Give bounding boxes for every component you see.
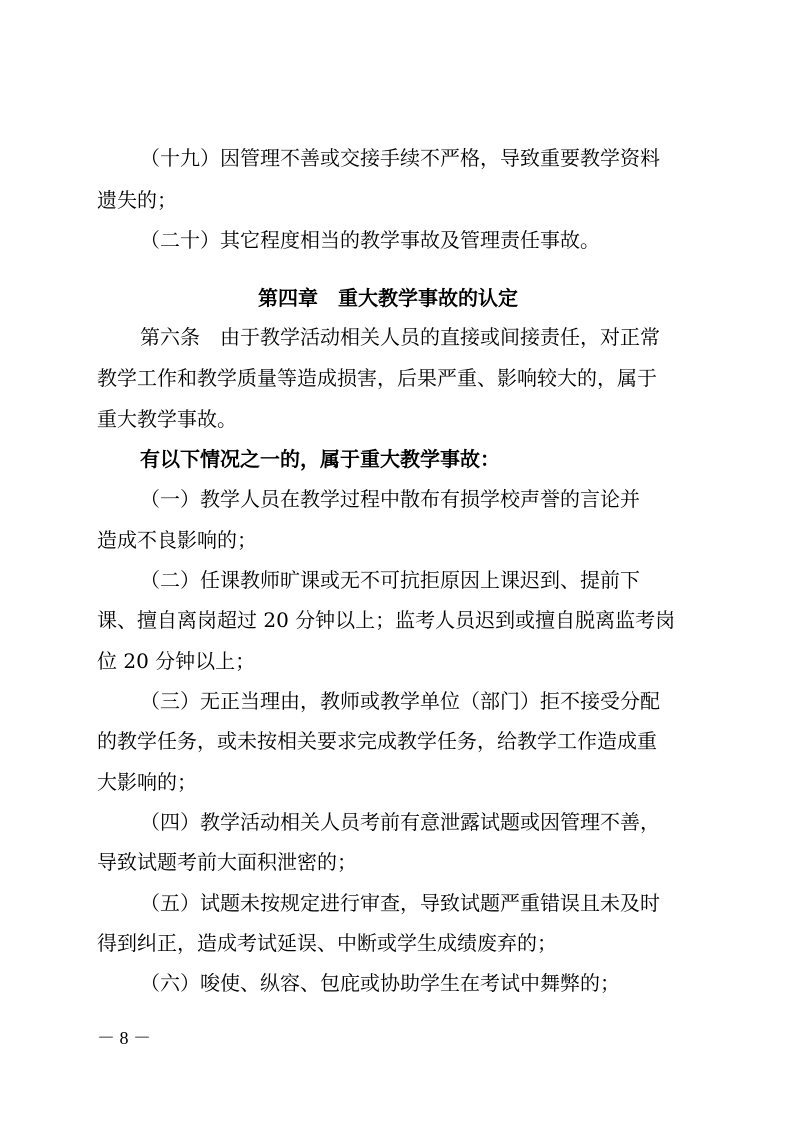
text-line: 造成不良影响的； bbox=[97, 528, 257, 552]
text-line: 得到纠正，造成考试延误、中断或学生成绩废弃的； bbox=[97, 931, 557, 955]
text-line: 的教学任务，或未按相关要求完成教学任务，给教学工作造成重 bbox=[97, 729, 657, 753]
text-line: （三）无正当理由，教师或教学单位（部门）拒不接受分配 bbox=[140, 689, 660, 713]
page-number: － 8 － bbox=[97, 1028, 151, 1048]
text-line: （五）试题未按规定进行审查，导致试题严重错误且未及时 bbox=[140, 891, 660, 915]
text-line: （二）任课教师旷课或无不可抗拒原因上课迟到、提前下 bbox=[140, 568, 640, 592]
text-line: 第六条 由于教学活动相关人员的直接或间接责任，对正常 bbox=[140, 325, 660, 349]
text-line: 导致试题考前大面积泄密的； bbox=[97, 850, 357, 874]
text-line: 课、擅自离岗超过 20 分钟以上；监考人员迟到或擅自脱离监考岗 bbox=[97, 608, 676, 632]
text-line: 重大教学事故。 bbox=[97, 407, 237, 431]
text-line: （二十）其它程度相当的教学事故及管理责任事故。 bbox=[140, 228, 600, 252]
text-line: 教学工作和教学质量等造成损害，后果严重、影响较大的，属于 bbox=[97, 366, 657, 390]
text-line: （六）唆使、纵容、包庇或协助学生在考试中舞弊的； bbox=[140, 971, 620, 995]
text-line: （四）教学活动相关人员考前有意泄露试题或因管理不善， bbox=[140, 810, 660, 834]
text-line: （一）教学人员在教学过程中散布有损学校声誉的言论并 bbox=[140, 487, 640, 511]
text-line: 遗失的； bbox=[97, 188, 177, 212]
text-line: 大影响的； bbox=[97, 770, 197, 794]
text-line: （十九）因管理不善或交接手续不严格，导致重要教学资料 bbox=[140, 146, 660, 170]
text-line: 位 20 分钟以上； bbox=[97, 649, 256, 673]
section-lead: 有以下情况之一的，属于重大教学事故： bbox=[140, 447, 500, 471]
chapter-heading: 第四章 重大教学事故的认定 bbox=[258, 286, 518, 310]
